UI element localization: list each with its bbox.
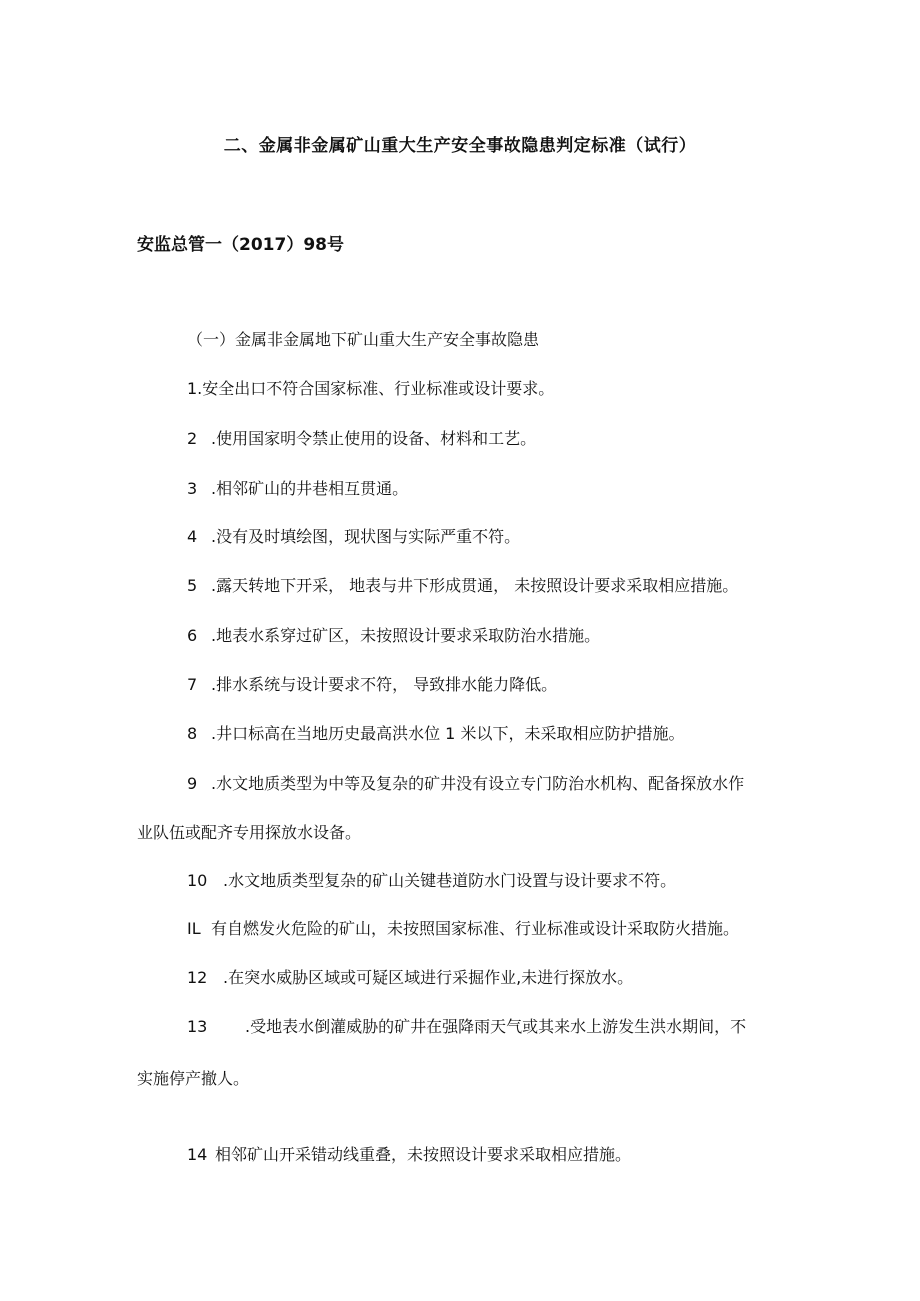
list-item-continuation: 业队伍或配齐专用探放水设备。 [137, 823, 362, 842]
item-text: .水文地质类型复杂的矿山关键巷道防水门设置与设计要求不符。 [223, 871, 677, 890]
list-item [187, 771, 744, 794]
item-text: .水文地质类型为中等及复杂的矿井没有设立专门防治水机构、配备探放水作 [211, 774, 745, 793]
item-number: 6 [187, 626, 198, 645]
item-text: .相邻矿山的井巷相互贯通。 [211, 479, 409, 498]
item-number: 10 [187, 871, 208, 890]
list-item [187, 965, 633, 988]
list-item [187, 1014, 746, 1037]
document-title: 二、金属非金属矿山重大生产安全事故隐患判定标准（试行） [223, 136, 697, 156]
list-item [187, 476, 408, 499]
item-number: IL [187, 919, 201, 938]
list-item [187, 376, 554, 399]
item-number: 8 [187, 724, 198, 743]
item-number: 9 [187, 774, 198, 793]
item-text: 安全出口不符合国家标准、行业标准或设计要求。 [202, 379, 555, 398]
item-text: 有自燃发火危险的矿山，未按照国家标准、行业标准或设计采取防火措施。 [211, 919, 740, 938]
item-number: 13 [187, 1017, 208, 1036]
list-item [187, 426, 536, 449]
list-item [187, 573, 738, 596]
list-item [187, 721, 684, 744]
item-number: 4 [187, 527, 198, 546]
item-number: 14 [187, 1145, 208, 1164]
item-text: .在突水威胁区域或可疑区域进行采掘作业,未进行探放水。 [223, 968, 634, 987]
list-item [187, 1142, 631, 1165]
item-number: 12 [187, 968, 208, 987]
item-text: 相邻矿山开采错动线重叠，未按照设计要求采取相应措施。 [215, 1145, 632, 1164]
item-text: .地表水系穿过矿区，未按照设计要求采取防治水措施。 [211, 626, 601, 645]
item-number: 2 [187, 429, 198, 448]
section-heading: （一）金属非金属地下矿山重大生产安全事故隐患 [187, 330, 540, 349]
list-item-continuation: 实施停产撤人。 [137, 1069, 250, 1088]
item-number: 1. [187, 379, 203, 398]
item-number: 5 [187, 576, 198, 595]
document-number: 安监总管一（2017）98号 [137, 235, 344, 255]
item-number: 3 [187, 479, 198, 498]
item-text: .没有及时填绘图，现状图与实际严重不符。 [211, 527, 521, 546]
list-item [187, 916, 739, 939]
item-text: .井口标高在当地历史最高洪水位 1 米以下，未采取相应防护措施。 [211, 724, 685, 743]
item-text: .排水系统与设计要求不符， 导致排水能力降低。 [211, 675, 558, 694]
list-item [187, 623, 600, 646]
item-text: .露天转地下开采， 地表与井下形成贯通， 未按照设计要求采取相应措施。 [211, 576, 739, 595]
list-item [187, 672, 557, 695]
item-text: .受地表水倒灌威胁的矿井在强降雨天气或其来水上游发生洪水期间，不 [245, 1017, 747, 1036]
item-number: 7 [187, 675, 198, 694]
item-text: .使用国家明令禁止使用的设备、材料和工艺。 [211, 429, 537, 448]
list-item [187, 868, 676, 891]
list-item [187, 524, 520, 547]
